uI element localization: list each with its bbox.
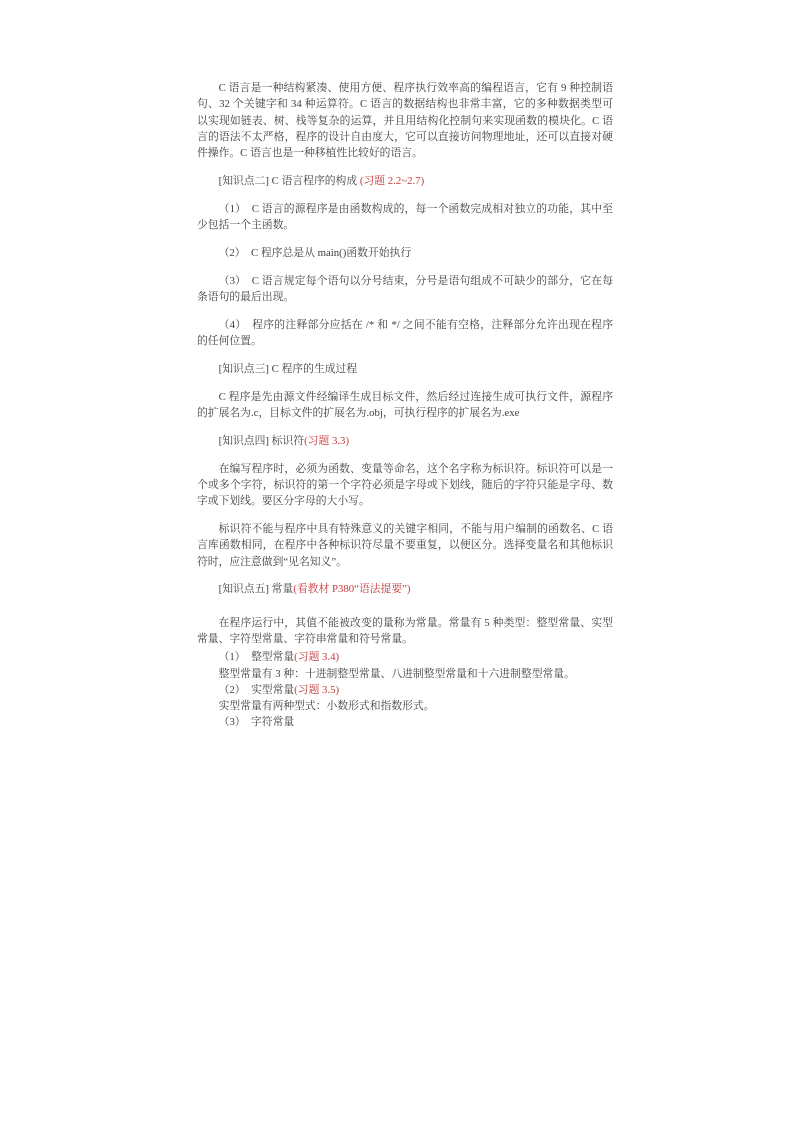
- heading-kp5-title: [知识点五] 常量: [218, 583, 294, 596]
- heading-knowledge-point-4: [197, 433, 613, 449]
- heading-knowledge-point-2: [197, 173, 613, 189]
- line-integer-constant-types: 整型常量有 3 种：十进制整型常量、八进制整型常量和十六进制整型常量。: [218, 667, 575, 680]
- heading-kp4-exercise-ref: (习题 3.3): [304, 434, 350, 447]
- list-item-3-semicolon-rule: （3） C 语言规定每个语句以分号结束，分号是语句组成不可缺少的部分，它在每条语句的最后出现。: [197, 274, 613, 303]
- para-constants-overview: 在程序运行中，其值不能被改变的量称为常量。常量有 5 种类型：整型常量、实型常量、字符型常量、字符串常量和符号常量。: [197, 616, 613, 645]
- line-integer-constant-exercise-ref: (习题 3.4): [294, 651, 340, 664]
- para-program-generation: C 程序是先由源文件经编译生成目标文件，然后经过连接生成可执行文件，源程序的扩展名为.c，目标文件的扩展名为.obj，可执行程序的扩展名为.exe: [197, 390, 613, 419]
- para-identifier-uniqueness: 标识符不能与程序中具有特殊意义的关键字相同，不能与用户编制的函数名、C 语言库函数相同，在程序中各种标识符尽量不要重复，以便区分。选择变量名和其他标识符时，应注意做到“见名知义”。: [197, 522, 613, 568]
- heading-kp2-exercise-ref: (习题 2.2~2.7): [359, 174, 425, 187]
- line-real-constant-exercise-ref: (习题 3.5): [294, 683, 340, 696]
- list-item-4-comment-rule: （4） 程序的注释部分应括在 /* 和 */ 之间不能有空格，注释部分允许出现在程序的任何位置。: [197, 318, 613, 348]
- line-integer-constant: [197, 649, 613, 665]
- line-real-constant: [197, 682, 613, 698]
- heading-knowledge-point-5: [197, 581, 613, 597]
- heading-kp2-title: [知识点二] C 语言程序的构成: [218, 174, 360, 187]
- heading-kp4-title: [知识点四] 标识符: [218, 434, 305, 447]
- line-real-constant-forms: 实型常量有两种型式：小数形式和指数形式。: [218, 700, 435, 713]
- text-column: [197, 80, 613, 731]
- heading-kp5-textbook-ref: (看教材 P380“语法提要”): [293, 583, 411, 596]
- line-char-constant: （3） 字符常量: [218, 716, 295, 729]
- heading-kp3-title: [知识点三] C 程序的生成过程: [218, 362, 358, 375]
- heading-knowledge-point-3: [197, 361, 613, 377]
- list-item-1-source-program: （1） C 语言的源程序是由函数构成的，每一个函数完成相对独立的功能，其中至少包括一个主函数。: [197, 202, 613, 232]
- line-real-constant-label: （2） 实型常量: [218, 683, 295, 696]
- para-identifier-rules: 在编写程序时，必须为函数、变量等命名，这个名字称为标识符。标识符可以是一个或多个字符，标识符的第一个字符必须是字母或下划线，随后的字符只能是字母、数字或下划线。要区分字母的大小写。: [197, 462, 613, 508]
- para-c-language-overview: C 语言是一种结构紧凑、使用方便、程序执行效率高的编程语言，它有 9 种控制语句、32 个关键字和 34 种运算符。C 语言的数据结构也非常丰富，它的多种数据类型可以实现如链表、树、栈等复杂的运算，并且用结构化控制句来实现函数的模块化。C 语言的语法不太严格，程序的设计自由度大，它可以直接访问物理地址，还可以直接对硬件操作。C 语言也是一种移植性比较好的语言。: [197, 82, 613, 160]
- line-integer-constant-label: （1） 整型常量: [218, 651, 295, 664]
- list-item-2-main-function: （2） C 程序总是从 main()函数开始执行: [218, 246, 412, 259]
